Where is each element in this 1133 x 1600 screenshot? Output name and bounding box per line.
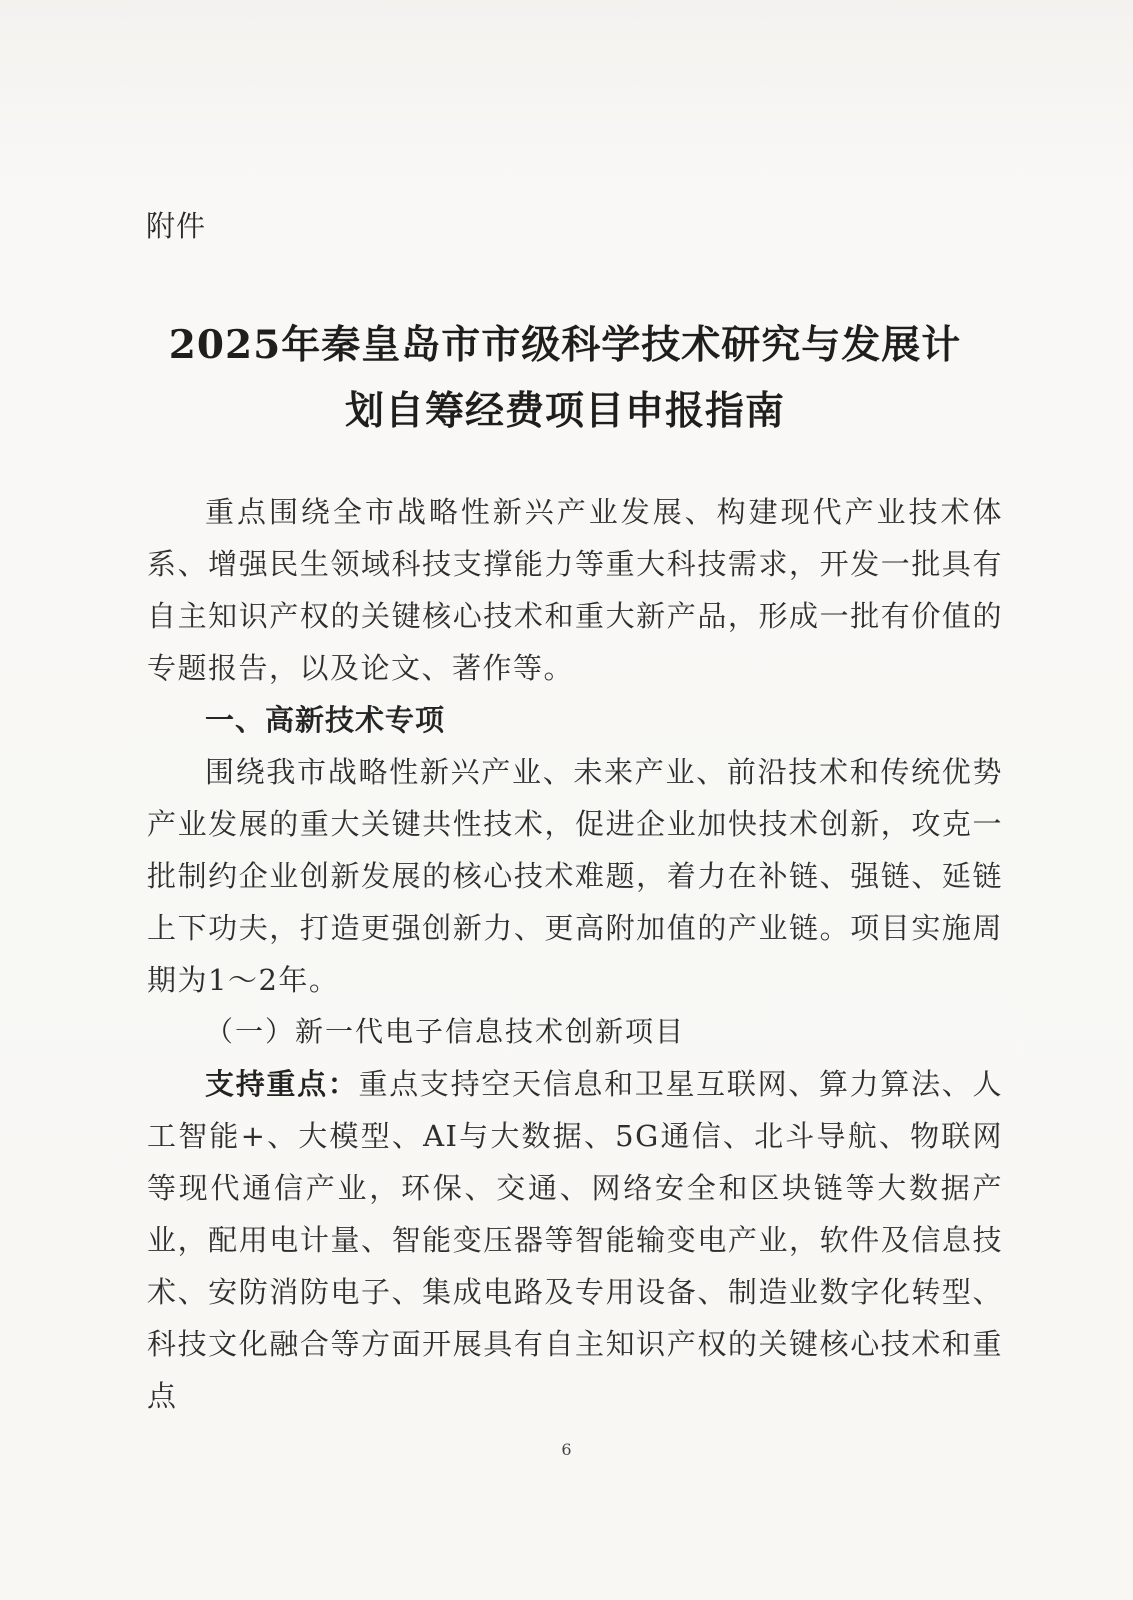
document-title [140,312,990,444]
intro-paragraph: 重点围绕全市战略性新兴产业发展、构建现代产业技术体系、增强民生领域科技支撑能力等重大科技需求，开发一批具有自主知识产权的关键核心技术和重大新产品，形成一批有价值的专题报告，以及论文、著作等。 [147,495,1003,685]
support-focus-text: 重点支持空天信息和卫星互联网、算力算法、人工智能+、大模型、AI与大数据、5G通信、北斗导航、物联网等现代通信产业，环保、交通、网络安全和区块链等大数据产业，配用电计量、智能变压器等智能输变电产业，软件及信息技术、安防消防电子、集成电路及专用设备、制造业数字化转型、科技文化融合等方面开展具有自主知识产权的关键核心技术和重点 [147,1067,1003,1413]
title-line-1: 2025年秦皇岛市市级科学技术研究与发展计 [168,322,962,368]
subsection-heading-electronic-info: （一）新一代电子信息技术创新项目 [205,1015,686,1048]
attachment-label: 附件 [146,209,207,243]
support-focus-paragraph [147,1058,1003,1422]
section-heading-high-tech: 一、高新技术专项 [205,703,446,737]
support-focus-lead: 支持重点： [205,1067,359,1101]
title-line-2: 划自筹经费项目申报指南 [344,388,785,434]
document-body [147,486,1003,1422]
section-paragraph-high-tech: 围绕我市战略性新兴产业、未来产业、前沿技术和传统优势产业发展的重大关键共性技术，促进企业加快技术创新，攻克一批制约企业创新发展的核心技术难题，着力在补链、强链、延链上下功夫，打造更强创新力、更高附加值的产业链。项目实施周期为1～2年。 [147,755,1003,997]
page-number: 6 [561,1440,572,1459]
